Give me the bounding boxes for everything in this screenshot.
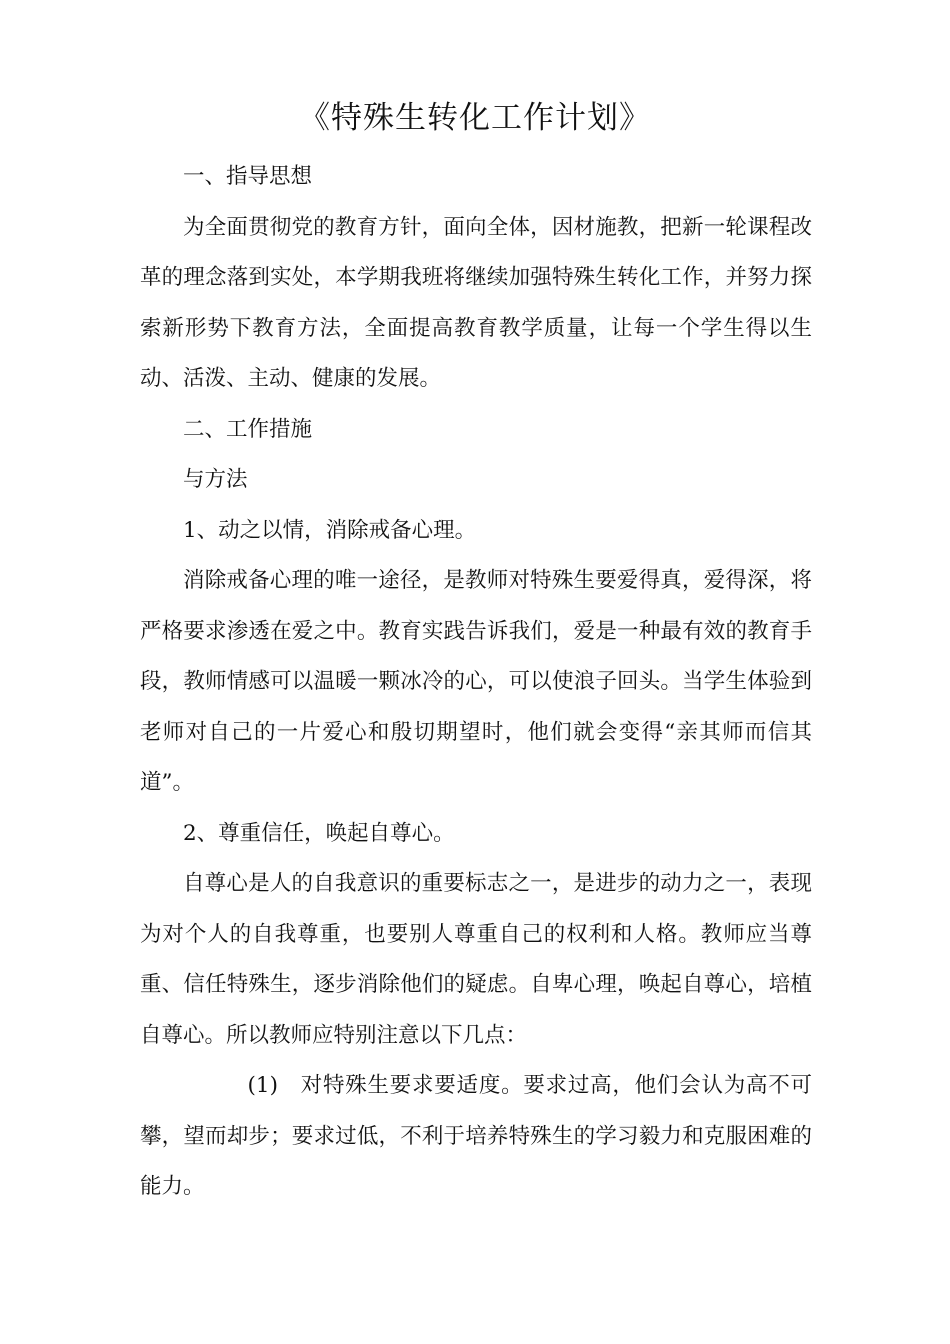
paragraph-guiding-ideology: 为全面贯彻党的教育方针，面向全体，因材施教，把新一轮课程改革的理念落到实处，本学期我班将继续加强特殊生转化工作，并努力探索新形势下教育方法，全面提高教育教学质量，让每一个学生得以生动、活泼、主动、健康的发展。 xyxy=(140,214,812,391)
heading-measure-2: 2、尊重信任，唤起自尊心。 xyxy=(183,820,455,846)
heading-work-measures: 二、工作措施 xyxy=(183,416,313,442)
heading-guiding-ideology: 一、指导思想 xyxy=(183,164,313,189)
paragraph-measure-2: 自尊心是人的自我意识的重要标志之一，是进步的动力之一，表现为对个人的自我尊重，也要别人尊重自己的权利和人格。教师应当尊重、信任特殊生，逐步消除他们的疑虑。自卑心理，唤起自尊心，培植自尊心。所以教师应特别注意以下几点： xyxy=(140,871,812,1048)
list-item-number: (1) xyxy=(247,1073,278,1098)
document-title: 《特殊生转化工作计划》 xyxy=(299,100,651,136)
paragraph-measure-1: 消除戒备心理的唯一途径，是教师对特殊生要爱得真，爱得深，将严格要求渗透在爱之中。教育实践告诉我们，爱是一种最有效的教育手段，教师情感可以温暖一颗冰冷的心，可以使浪子回头。当学生体验到老师对自己的一片爱心和殷切期望时，他们就会变得“亲其师而信其道”。 xyxy=(140,568,812,795)
document-body xyxy=(140,152,812,1213)
list-item xyxy=(140,1061,812,1213)
heading-work-measures-continued: 与方法 xyxy=(183,467,248,492)
heading-measure-1: 1、动之以情，消除戒备心理。 xyxy=(183,517,477,543)
list-item-text: 对特殊生要求要适度。要求过高，他们会认为高不可攀，望而却步；要求过低，不利于培养特殊生的学习毅力和克服困难的能力。 xyxy=(140,1073,812,1199)
